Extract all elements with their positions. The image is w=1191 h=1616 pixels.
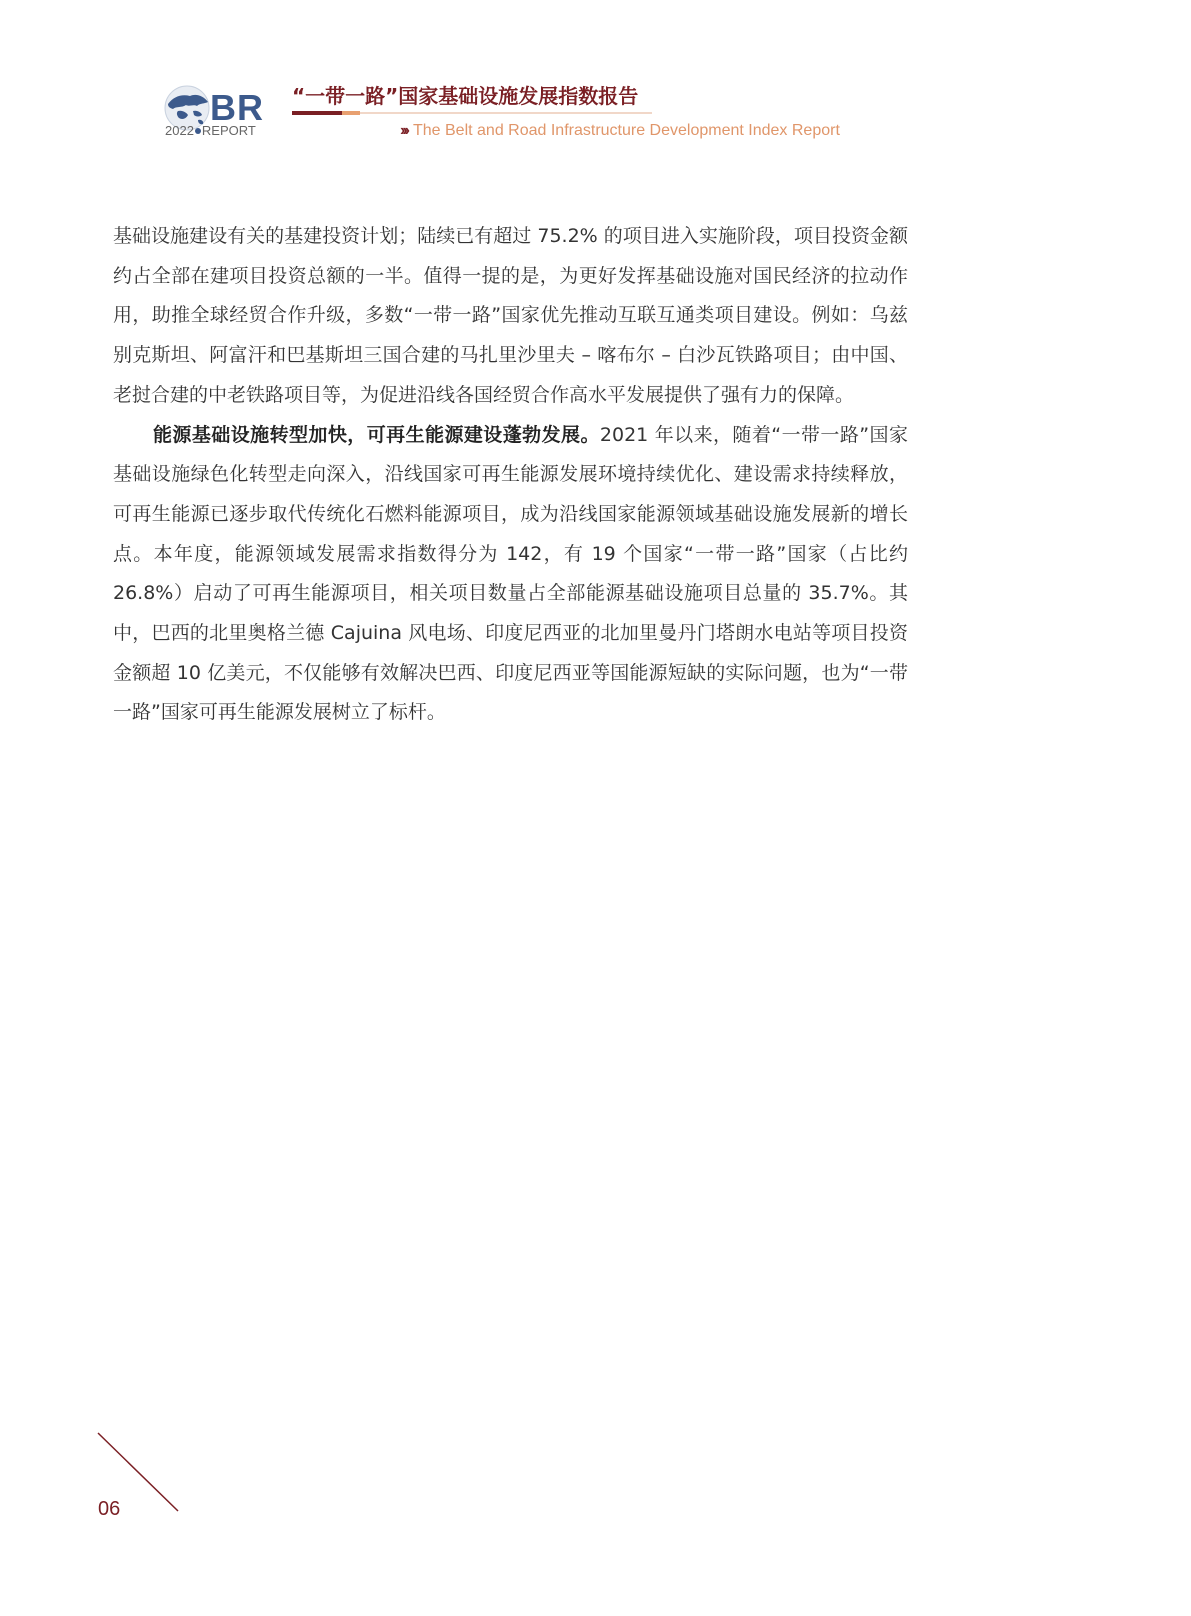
main-content bbox=[113, 217, 908, 733]
logo-br-letters: BR bbox=[210, 87, 264, 128]
logo-report-word: REPORT bbox=[201, 123, 256, 138]
paragraph-energy-infrastructure bbox=[113, 416, 908, 734]
footer-diagonal-line bbox=[0, 0, 200, 1616]
paragraph-infrastructure-investment: 基础设施建设有关的基建投资计划；陆续已有超过 75.2% 的项目进入实施阶段，项目投资金额约占全部在建项目投资总额的一半。值得一提的是，为更好发挥基础设施对国民经济的拉动作用，助推全球经贸合作升级，多数“一带一路”国家优先推动互联互通类项目建设。例如：乌兹别克斯坦、阿富汗和巴基斯坦三国合建的马扎里沙里夫 – 喀布尔 – 白沙瓦铁路项目；由中国、老挝合建的中老铁路项目等，为促进沿线各国经贸合作高水平发展提供了强有力的保障。 bbox=[113, 225, 908, 406]
paragraph-energy-body: 2021 年以来，随着“一带一路”国家基础设施绿色化转型走向深入，沿线国家可再生能源发展环境持续优化、建设需求持续释放，可再生能源已逐步取代传统化石燃料能源项目，成为沿线国家能源领域基础设施发展新的增长点。本年度，能源领域发展需求指数得分为 142，有 19 个国家“一带一路”国家（占比约 26.8%）启动了可再生能源项目，相关项目数量占全部能源基础设施项目总量的 35.7%。其中，巴西的北里奥格兰德 Cajuina 风电场、印度尼西亚的北加里曼丹门塔朗水电站等项目投资金额超 10 亿美元，不仅能够有效解决巴西、印度尼西亚等国能源短缺的实际问题，也为“一带一路”国家可再生能源发展树立了标杆。 bbox=[113, 423, 908, 724]
logo-year: 2022 bbox=[165, 123, 194, 138]
report-title-english-text: The Belt and Road Infrastructure Development Index Report bbox=[412, 122, 840, 139]
page-number: 06 bbox=[98, 1498, 121, 1520]
paragraph-lead-bold: 能源基础设施转型加快，可再生能源建设蓬勃发展。 bbox=[153, 423, 600, 446]
triple-chevron-icon: ››› bbox=[400, 122, 407, 139]
title-underline-bar bbox=[292, 111, 652, 115]
report-title-english bbox=[400, 121, 840, 141]
report-title-chinese: “一带一路”国家基础设施发展指数报告 bbox=[292, 84, 639, 108]
